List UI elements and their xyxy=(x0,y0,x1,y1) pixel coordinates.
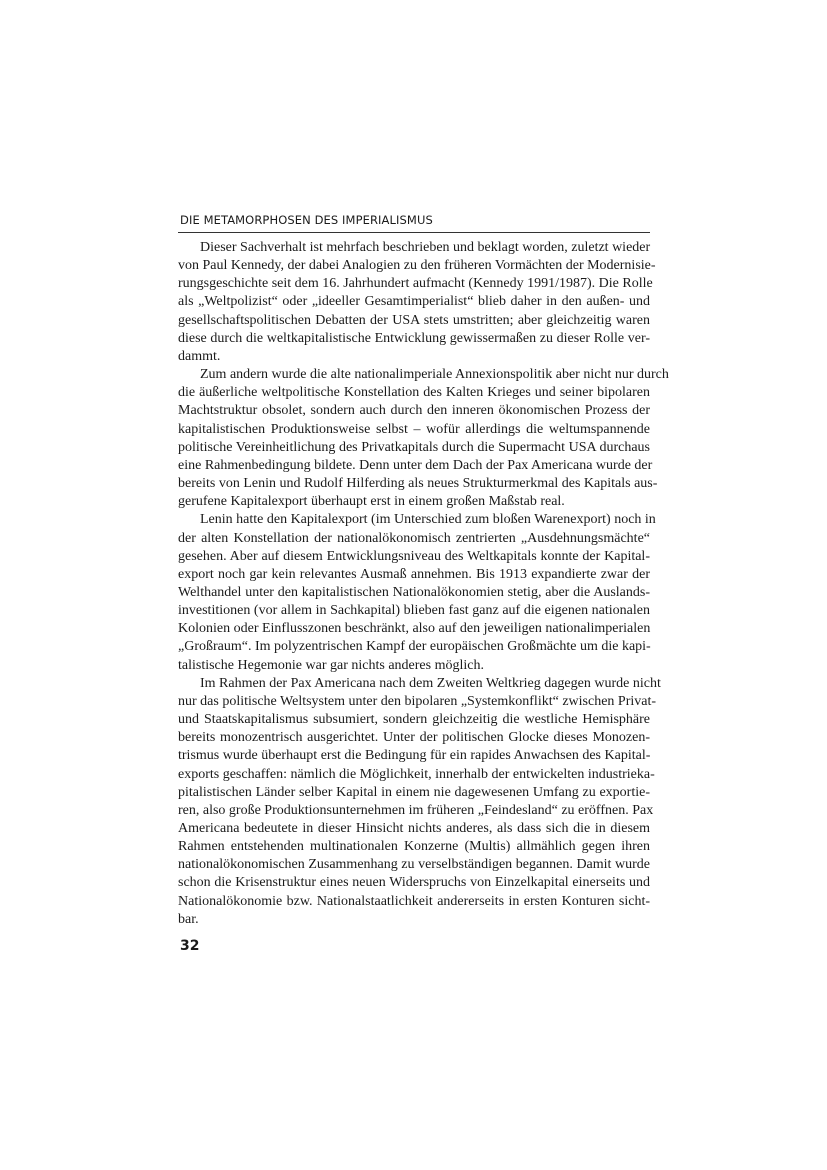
text-line: Lenin hatte den Kapitalexport (im Unterschied zum bloßen Warenexport) noch in xyxy=(200,512,656,528)
text-line: Rahmen entstehenden multinationalen Konzerne (Multis) allmählich gegen ihren xyxy=(178,839,650,855)
text-line: „Großraum“. Im polyzentrischen Kampf der europäischen Großmächte um die kapi- xyxy=(178,639,651,655)
text-line: und Staatskapitalismus subsumiert, sondern gleichzeitig die westliche Hemisphäre xyxy=(178,712,650,728)
text-line: gesellschaftspolitischen Debatten der USA stets umstritten; aber gleichzeitig waren xyxy=(178,312,650,328)
running-head xyxy=(178,210,650,233)
text-line: nationalökonomischen Zusammenhang zu verselbständigen begannen. Damit wurde xyxy=(178,857,650,873)
text-line: Welthandel unter den kapitalistischen Nationalökonomien stetig, aber die Auslands- xyxy=(178,584,650,600)
text-line: politische Vereinheitlichung des Privatkapitals durch die Supermacht USA durchaus xyxy=(178,439,650,455)
text-line: bereits monozentrisch ausgerichtet. Unter der politischen Glocke dieses Monozen- xyxy=(178,730,650,746)
text-line: rungsgeschichte seit dem 16. Jahrhundert aufmacht (Kennedy 1991/1987). Die Rolle xyxy=(178,276,653,292)
text-line: der alten Konstellation der nationalökonomisch zentrierten „Ausdehnungsmächte“ xyxy=(178,530,650,546)
text-line: kapitalistischen Produktionsweise selbst – wofür allerdings die weltumspannende xyxy=(178,421,650,437)
text-line: als „Weltpolizist“ oder „ideeller Gesamtimperialist“ blieb daher in den außen- und xyxy=(178,294,650,310)
running-head-title: DIE METAMORPHOSEN DES IMPERIALISMUS xyxy=(180,213,433,227)
text-line: eine Rahmenbedingung bildete. Denn unter dem Dach der Pax Americana wurde der xyxy=(178,457,653,473)
text-line: talistische Hegemonie war gar nichts anderes möglich. xyxy=(178,657,484,673)
text-line: export noch gar kein relevantes Ausmaß annehmen. Bis 1913 expandierte zwar der xyxy=(178,566,650,582)
text-line: Kolonien oder Einflusszonen beschränkt, also auf den jeweiligen nationalimperialen xyxy=(178,621,651,637)
text-line: ren, also große Produktionsunternehmen im früheren „Feindesland“ zu eröffnen. Pax xyxy=(178,802,654,818)
text-line: Machtstruktur obsolet, sondern auch durch den inneren ökonomischen Prozess der xyxy=(178,403,650,419)
text-line: Dieser Sachverhalt ist mehrfach beschrieben und beklagt worden, zuletzt wieder xyxy=(200,240,651,255)
text-line: diese durch die weltkapitalistische Entwicklung gewissermaßen zu dieser Rolle ver- xyxy=(178,330,650,346)
text-line: trismus wurde überhaupt erst die Bedingung für ein rapides Anwachsen des Kapital- xyxy=(178,748,651,764)
text-line: Zum andern wurde die alte nationalimperiale Annexionspolitik aber nicht nur durch xyxy=(200,367,669,383)
text-line: investitionen (vor allem in Sachkapital) blieben fast ganz auf die eigenen nationalen xyxy=(178,603,650,619)
text-line: exports geschaffen: nämlich die Möglichkeit, innerhalb der entwickelten industrieka- xyxy=(178,766,655,782)
body-text xyxy=(178,239,669,929)
text-line: Americana bedeutete in dieser Hinsicht nichts anderes, als dass sich die in diesem xyxy=(178,821,650,836)
text-line: bereits von Lenin und Rudolf Hilferding als neues Strukturmerkmal des Kapitals aus- xyxy=(178,476,658,492)
text-line: die äußerliche weltpolitische Konstellation des Kalten Krieges und seiner bipolaren xyxy=(178,385,650,401)
text-line: pitalistischen Länder selber Kapital in einem nie dagewesenen Umfang zu exportie- xyxy=(178,784,650,800)
text-line: von Paul Kennedy, der dabei Analogien zu den früheren Vormächten der Modernisie- xyxy=(178,258,656,274)
text-line: Im Rahmen der Pax Americana nach dem Zweiten Weltkrieg dagegen wurde nicht xyxy=(200,675,661,691)
text-line: bar. xyxy=(178,911,199,927)
text-line: dammt. xyxy=(178,348,221,364)
text-line: gesehen. Aber auf diesem Entwicklungsniveau des Weltkapitals konnte der Kapital- xyxy=(178,548,650,564)
page-number: 32 xyxy=(180,938,200,954)
text-line: nur das politische Weltsystem unter den bipolaren „Systemkonflikt“ zwischen Privat- xyxy=(178,693,657,709)
text-line: schon die Krisenstruktur eines neuen Widerspruchs von Einzelkapital einerseits und xyxy=(178,875,650,891)
text-line: gerufene Kapitalexport überhaupt erst in einem großen Maßstab real. xyxy=(178,494,565,510)
text-line: Nationalökonomie bzw. Nationalstaatlichkeit andererseits in ersten Konturen sicht- xyxy=(178,893,650,909)
